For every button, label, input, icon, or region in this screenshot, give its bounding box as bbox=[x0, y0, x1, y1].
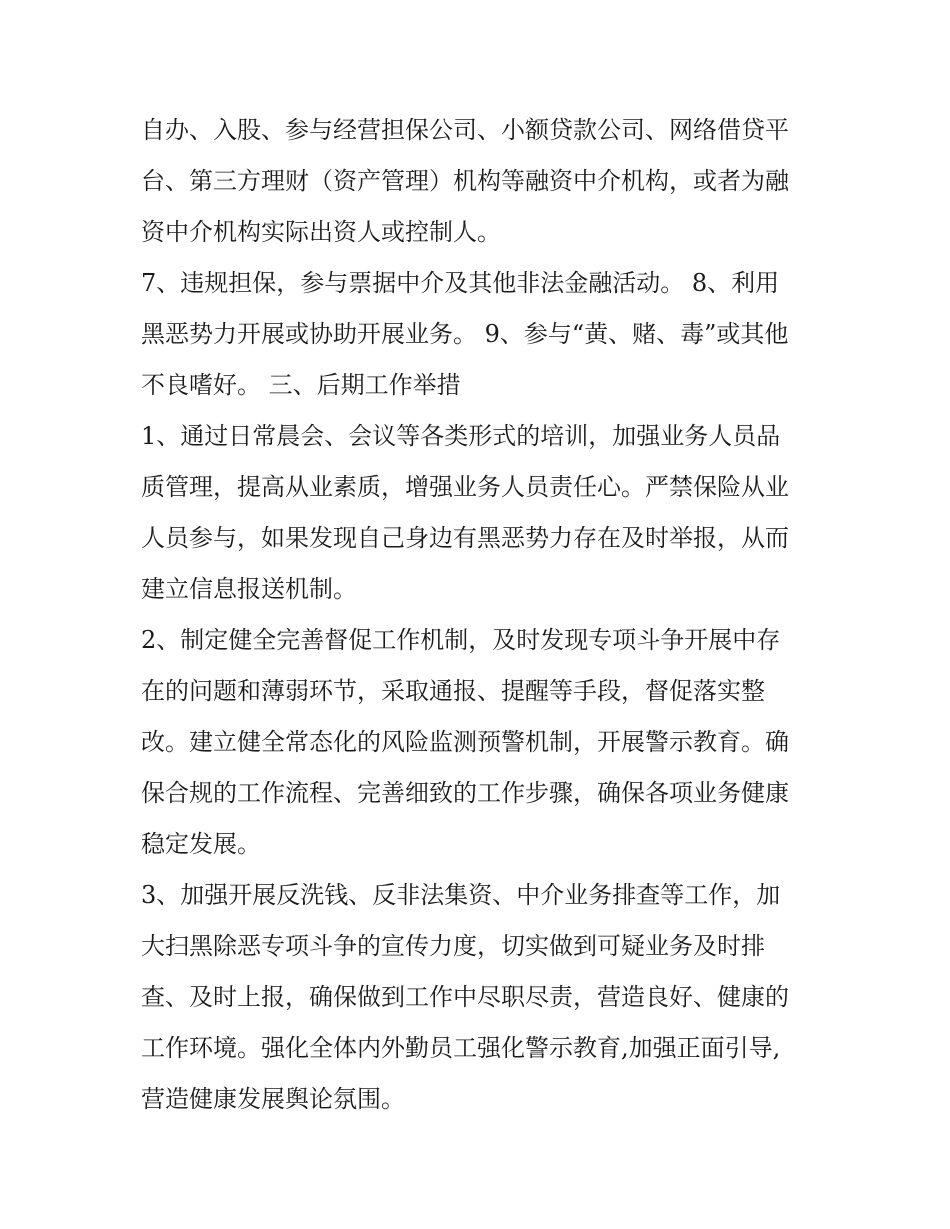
text-line: 1、通过日常晨会、会议等各类形式的培训，加强业务人员品 bbox=[141, 422, 781, 450]
text-line: 保合规的工作流程、完善细致的工作步骤，确保各项业务健康 bbox=[141, 779, 789, 807]
text-line: 改。建立健全常态化的风险监测预警机制，开展警示教育。确 bbox=[141, 728, 789, 756]
text-line: 查、及时上报，确保做到工作中尽职尽责，营造良好、健康的 bbox=[141, 983, 789, 1011]
text-line: 3、加强开展反洗钱、反非法集资、中介业务排查等工作，加 bbox=[141, 881, 781, 909]
text-line: 2、制定健全完善督促工作机制，及时发现专项斗争开展中存 bbox=[141, 626, 781, 654]
text-line: 人员参与，如果发现自己身边有黑恶势力存在及时举报，从而 bbox=[141, 524, 789, 552]
text-line: 大扫黑除恶专项斗争的宣传力度，切实做到可疑业务及时排 bbox=[141, 932, 765, 960]
text-line: 资中介机构实际出资人或控制人。 bbox=[141, 218, 501, 246]
document-body bbox=[141, 105, 821, 1125]
text-line: 自办、入股、参与经营担保公司、小额贷款公司、网络借贷平 bbox=[141, 116, 789, 144]
text-line: 黑恶势力开展或协助开展业务。 9、参与“黄、赌、毒”或其他 bbox=[141, 320, 789, 348]
text-line: 7、违规担保，参与票据中介及其他非法金融活动。 8、利用 bbox=[141, 269, 780, 297]
text-line: 营造健康发展舆论氛围。 bbox=[141, 1085, 405, 1113]
text-line: 在的问题和薄弱环节，采取通报、提醒等手段，督促落实整 bbox=[141, 677, 765, 705]
text-line: 建立信息报送机制。 bbox=[141, 575, 357, 603]
text-line: 工作环境。强化全体内外勤员工强化警示教育,加强正面引导, bbox=[141, 1034, 781, 1062]
text-line: 台、第三方理财（资产管理）机构等融资中介机构，或者为融 bbox=[141, 167, 789, 195]
text-line: 质管理，提高从业素质，增强业务人员责任心。严禁保险从业 bbox=[141, 473, 789, 501]
text-line: 不良嗜好。 三、后期工作举措 bbox=[141, 371, 461, 399]
text-line: 稳定发展。 bbox=[141, 830, 261, 858]
